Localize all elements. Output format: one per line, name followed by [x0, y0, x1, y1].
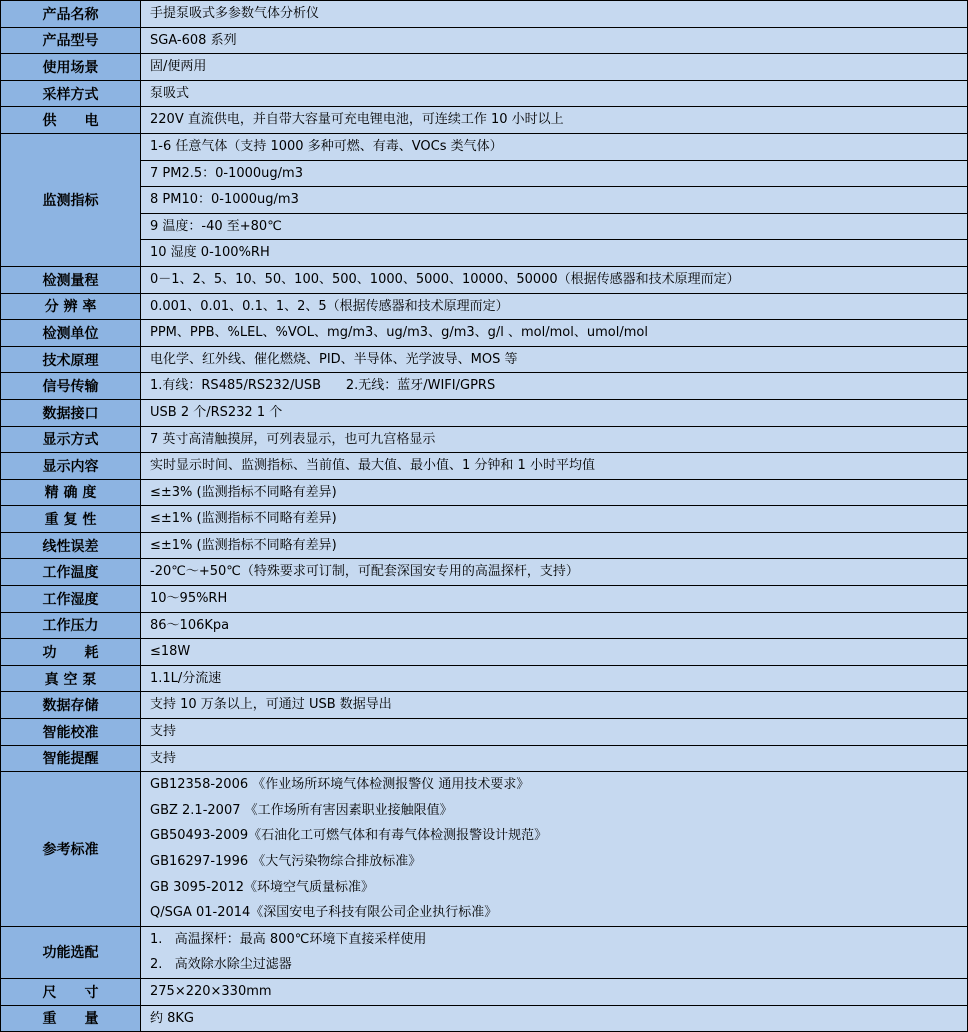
- spec-value-line: PPM、PPB、%LEL、%VOL、mg/m3、ug/m3、g/m3、g/l 、mol/mol、umol/mol: [150, 325, 648, 341]
- spec-value-cell: [141, 293, 968, 320]
- spec-value-cell: [141, 612, 968, 639]
- spec-row: [1, 453, 968, 480]
- spec-value-cell: [141, 479, 968, 506]
- spec-label: 监测指标: [1, 133, 141, 266]
- spec-value-line: 0－1、2、5、10、50、100、500、1000、5000、10000、50000（根据传感器和技术原理而定）: [150, 271, 740, 287]
- spec-value-line: GB50493-2009《石油化工可燃气体和有毒气体检测报警设计规范》: [150, 828, 548, 844]
- spec-row: [1, 479, 968, 506]
- spec-row: [1, 426, 968, 453]
- spec-row: [1, 266, 968, 293]
- spec-value-line: ≤±1% (监测指标不同略有差异): [150, 511, 337, 527]
- spec-value-cell: [141, 27, 968, 54]
- spec-value-cell: [141, 1, 968, 28]
- spec-value-line: 220V 直流供电，并自带大容量可充电锂电池，可连续工作 10 小时以上: [150, 112, 564, 128]
- spec-value-line: 7 英寸高清触摸屏，可列表显示，也可九宫格显示: [150, 431, 436, 447]
- spec-label: 显示内容: [1, 453, 141, 480]
- spec-value-line: 支持: [150, 724, 177, 740]
- spec-label: 重 量: [1, 1005, 141, 1032]
- spec-value-line: 支持 10 万条以上，可通过 USB 数据导出: [150, 697, 392, 713]
- spec-value-line: 固/便两用: [150, 59, 207, 75]
- spec-value-cell: [141, 559, 968, 586]
- spec-label: 信号传输: [1, 373, 141, 400]
- spec-label: 重 复 性: [1, 506, 141, 533]
- spec-label: 尺 寸: [1, 978, 141, 1005]
- spec-row: [1, 320, 968, 347]
- spec-row: [1, 373, 968, 400]
- spec-value-cell: [141, 54, 968, 81]
- spec-value-cell: [141, 586, 968, 613]
- spec-label: 线性误差: [1, 532, 141, 559]
- spec-value-line: GBZ 2.1-2007 《工作场所有害因素职业接触限值》: [150, 802, 453, 818]
- spec-row: [1, 27, 968, 54]
- spec-label: 技术原理: [1, 346, 141, 373]
- spec-value-cell: [141, 266, 968, 293]
- spec-label: 工作压力: [1, 612, 141, 639]
- spec-label: 精 确 度: [1, 479, 141, 506]
- spec-value-cell: [141, 160, 968, 187]
- spec-value-cell: [141, 346, 968, 373]
- spec-row: [1, 399, 968, 426]
- spec-label: 智能校准: [1, 719, 141, 746]
- spec-value-cell: [141, 187, 968, 214]
- spec-row: [1, 133, 968, 160]
- spec-label: 检测单位: [1, 320, 141, 347]
- spec-value-line: 275×220×330mm: [150, 983, 272, 999]
- spec-value-line: -20℃～+50℃（特殊要求可订制，可配套深国安专用的高温探杆，支持）: [150, 564, 579, 580]
- spec-value-line: 9 温度：-40 至+80℃: [150, 218, 282, 234]
- spec-value-cell: [141, 1005, 968, 1032]
- spec-value-line: 手提泵吸式多参数气体分析仪: [150, 6, 320, 21]
- spec-value-cell: [141, 926, 968, 978]
- spec-label: 采样方式: [1, 80, 141, 107]
- spec-value-cell: [141, 133, 968, 160]
- spec-label: 参考标准: [1, 772, 141, 927]
- spec-row: [1, 772, 968, 927]
- spec-row: [1, 107, 968, 134]
- spec-value-line: GB16297-1996 《大气污染物综合排放标准》: [150, 854, 422, 869]
- spec-label: 功能选配: [1, 926, 141, 978]
- spec-row: [1, 346, 968, 373]
- spec-value-cell: [141, 639, 968, 666]
- spec-value-line: GB12358-2006 《作业场所环境气体检测报警仪 通用技术要求》: [150, 777, 530, 793]
- spec-value-line: ≤18W: [150, 644, 191, 660]
- spec-value-line: 2. 高效除水除尘过滤器: [150, 957, 292, 973]
- spec-value-line: ≤±1% (监测指标不同略有差异): [150, 537, 337, 553]
- spec-row: [1, 612, 968, 639]
- spec-value-line: 10 湿度 0-100%RH: [150, 245, 270, 261]
- spec-label: 分 辨 率: [1, 293, 141, 320]
- spec-value-cell: [141, 978, 968, 1005]
- spec-label: 供 电: [1, 107, 141, 134]
- spec-value-line: 1.有线：RS485/RS232/USB 2.无线：蓝牙/WIFI/GPRS: [150, 378, 496, 394]
- spec-value-cell: [141, 453, 968, 480]
- spec-label: 智能提醒: [1, 745, 141, 772]
- spec-value-cell: [141, 240, 968, 267]
- spec-value-line: 约 8KG: [150, 1010, 195, 1026]
- spec-value-line: 支持: [150, 750, 177, 766]
- spec-row: [1, 719, 968, 746]
- spec-row: [1, 293, 968, 320]
- spec-value-cell: [141, 692, 968, 719]
- spec-row: [1, 187, 968, 214]
- spec-value-cell: [141, 320, 968, 347]
- spec-value-line: 86～106Kpa: [150, 617, 230, 633]
- spec-row: [1, 506, 968, 533]
- spec-value-line: 10～95%RH: [150, 591, 228, 607]
- spec-label: 使用场景: [1, 54, 141, 81]
- spec-row: [1, 978, 968, 1005]
- spec-value-cell: [141, 426, 968, 453]
- spec-row: [1, 213, 968, 240]
- spec-row: [1, 559, 968, 586]
- spec-row: [1, 1005, 968, 1032]
- spec-label: 显示方式: [1, 426, 141, 453]
- spec-value-line: GB 3095-2012《环境空气质量标准》: [150, 879, 374, 895]
- spec-value-cell: [141, 772, 968, 927]
- spec-value-line: 1. 高温探杆：最高 800℃环境下直接采样使用: [150, 931, 427, 947]
- spec-value-line: 7 PM2.5：0-1000ug/m3: [150, 165, 303, 181]
- spec-value-cell: [141, 373, 968, 400]
- spec-value-line: Q/SGA 01-2014《深国安电子科技有限公司企业执行标准》: [150, 905, 498, 921]
- spec-value-cell: [141, 745, 968, 772]
- spec-value-cell: [141, 665, 968, 692]
- spec-label: 产品型号: [1, 27, 141, 54]
- spec-value-line: 电化学、红外线、催化燃烧、PID、半导体、光学波导、MOS 等: [150, 351, 518, 367]
- spec-row: [1, 160, 968, 187]
- spec-value-line: 实时显示时间、监测指标、当前值、最大值、最小值、1 分钟和 1 小时平均值: [150, 458, 595, 474]
- spec-value-cell: [141, 107, 968, 134]
- spec-value-cell: [141, 399, 968, 426]
- spec-value-line: 1.1L/分流速: [150, 670, 222, 686]
- spec-value-line: 1-6 任意气体（支持 1000 多种可燃、有毒、VOCs 类气体）: [150, 138, 503, 154]
- spec-row: [1, 745, 968, 772]
- spec-label: 数据接口: [1, 399, 141, 426]
- spec-row: [1, 586, 968, 613]
- spec-row: [1, 926, 968, 978]
- spec-value-cell: [141, 506, 968, 533]
- spec-value-cell: [141, 213, 968, 240]
- spec-value-line: 泵吸式: [150, 85, 190, 101]
- spec-label: 数据存储: [1, 692, 141, 719]
- spec-value-cell: [141, 80, 968, 107]
- spec-row: [1, 665, 968, 692]
- spec-label: 真 空 泵: [1, 665, 141, 692]
- spec-value-line: 8 PM10：0-1000ug/m3: [150, 192, 299, 208]
- spec-row: [1, 1, 968, 28]
- spec-label: 产品名称: [1, 1, 141, 28]
- spec-value-line: USB 2 个/RS232 1 个: [150, 404, 283, 420]
- spec-row: [1, 240, 968, 267]
- spec-row: [1, 80, 968, 107]
- spec-row: [1, 532, 968, 559]
- spec-label: 功 耗: [1, 639, 141, 666]
- spec-label: 检测量程: [1, 266, 141, 293]
- spec-label: 工作湿度: [1, 586, 141, 613]
- spec-label: 工作温度: [1, 559, 141, 586]
- spec-table-body: [1, 1, 968, 1032]
- spec-row: [1, 54, 968, 81]
- spec-value-cell: [141, 719, 968, 746]
- spec-row: [1, 639, 968, 666]
- spec-value-cell: [141, 532, 968, 559]
- spec-value-line: SGA-608 系列: [150, 32, 237, 48]
- spec-row: [1, 692, 968, 719]
- spec-value-line: 0.001、0.01、0.1、1、2、5（根据传感器和技术原理而定）: [150, 298, 509, 314]
- spec-value-line: ≤±3% (监测指标不同略有差异): [150, 484, 337, 500]
